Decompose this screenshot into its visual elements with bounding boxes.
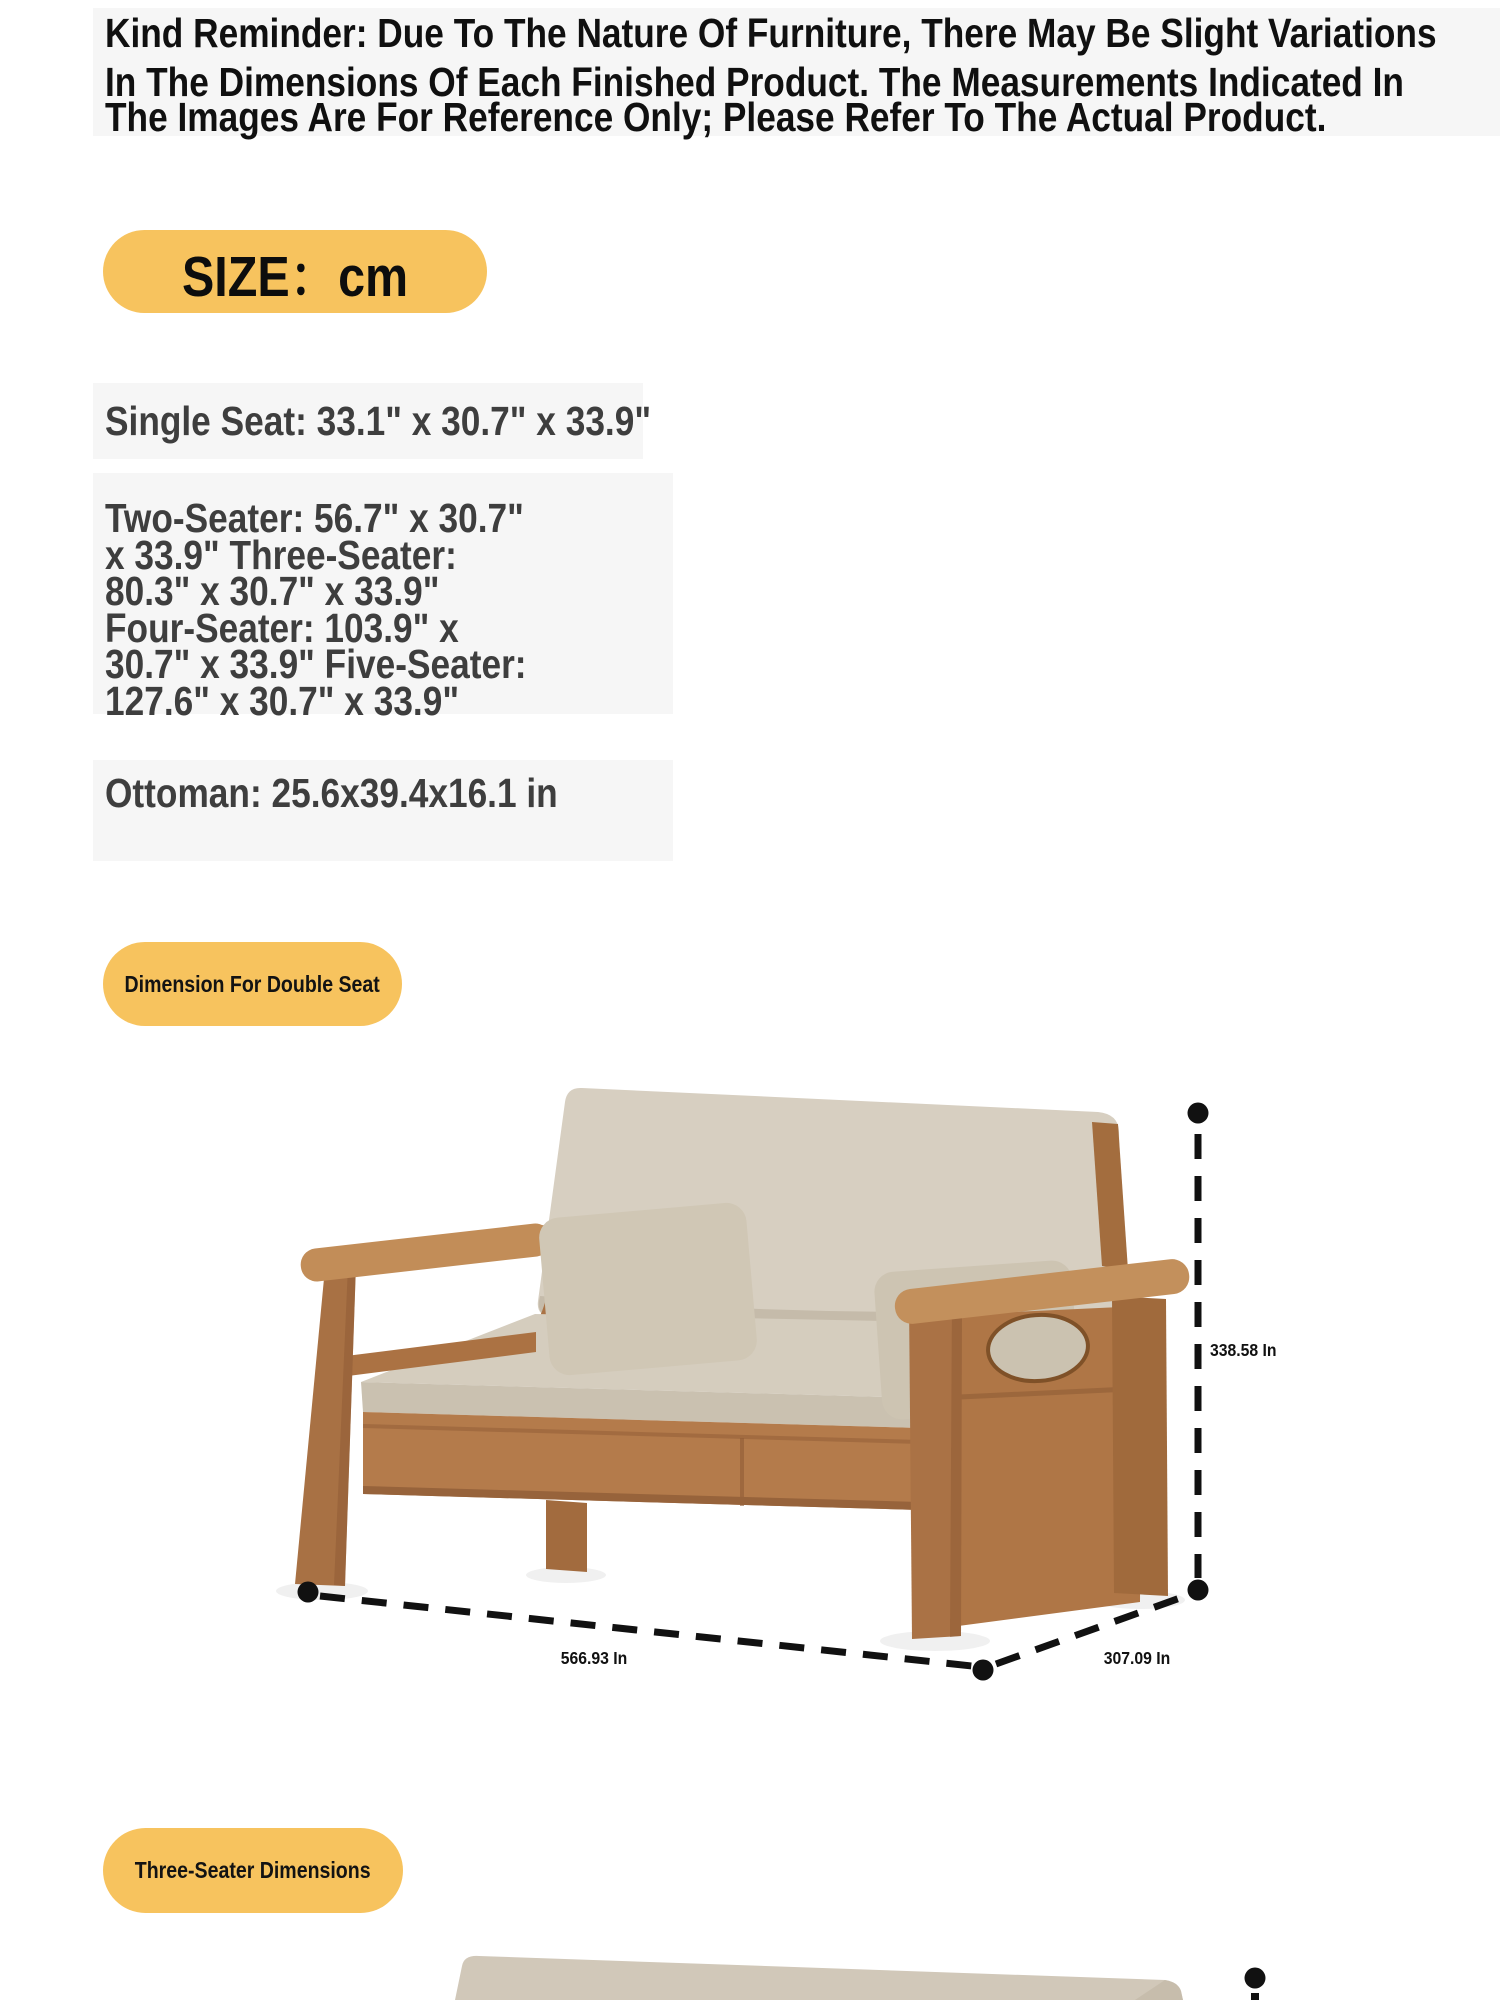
reminder-line-3 (105, 94, 1500, 144)
two-seater-sofa-image (230, 1060, 1310, 1750)
reminder-line-1 (105, 10, 1500, 60)
three-seater-dimension-badge (103, 1828, 403, 1913)
depth-dimension-label: 307.09 In (1103, 1648, 1171, 1668)
sofa-middle-leg (546, 1500, 587, 1572)
double-seat-badge-label: Dimension For Double Seat (124, 970, 381, 997)
double-seat-dimension-badge (103, 942, 402, 1026)
multi-seater-dimensions: Two-Seater: 56.7" x 30.7" x 33.9" Three-Seater: 80.3" x 30.7" x 33.9" Four-Seater: 103.9" x 30.7" x 33.9" Five-Seater: 127.6" x 30.7" x 33.9" (105, 495, 527, 724)
height-dimension-label: 338.58 In (1210, 1340, 1277, 1360)
three-seater-sofa-image (230, 1940, 1310, 2000)
double-seat-diagram (230, 1060, 1310, 1750)
width-dimension-label: 566.93 In (560, 1648, 628, 1668)
reminder-line-3-text: The Images Are For Reference Only; Please Refer To The Actual Product. (105, 94, 1327, 140)
size-unit-badge (103, 230, 487, 313)
three-seater-back-cushion (455, 1956, 1183, 2000)
size-unit-badge-label: SIZE：cm (181, 244, 409, 309)
three-seater-badge-label: Three-Seater Dimensions (135, 1857, 371, 1883)
drawer-divider (740, 1438, 744, 1506)
sofa-left-armrest (299, 1222, 553, 1283)
ottoman-dimensions: Ottoman: 25.6x39.4x16.1 in (105, 770, 558, 816)
sofa-rear-leg (1112, 1296, 1168, 1596)
reminder-line-2-text: In The Dimensions Of Each Finished Product. The Measurements Indicated In (105, 59, 1404, 105)
reminder-line-1-text: Kind Reminder: Due To The Nature Of Furniture, There May Be Slight Variations (105, 10, 1437, 56)
dimension-endpoints (1245, 1968, 1266, 2000)
throw-pillow-left (538, 1201, 759, 1377)
three-seater-diagram (230, 1940, 1310, 2000)
single-seat-dimensions: Single Seat: 33.1" x 30.7" x 33.9" (105, 398, 652, 444)
